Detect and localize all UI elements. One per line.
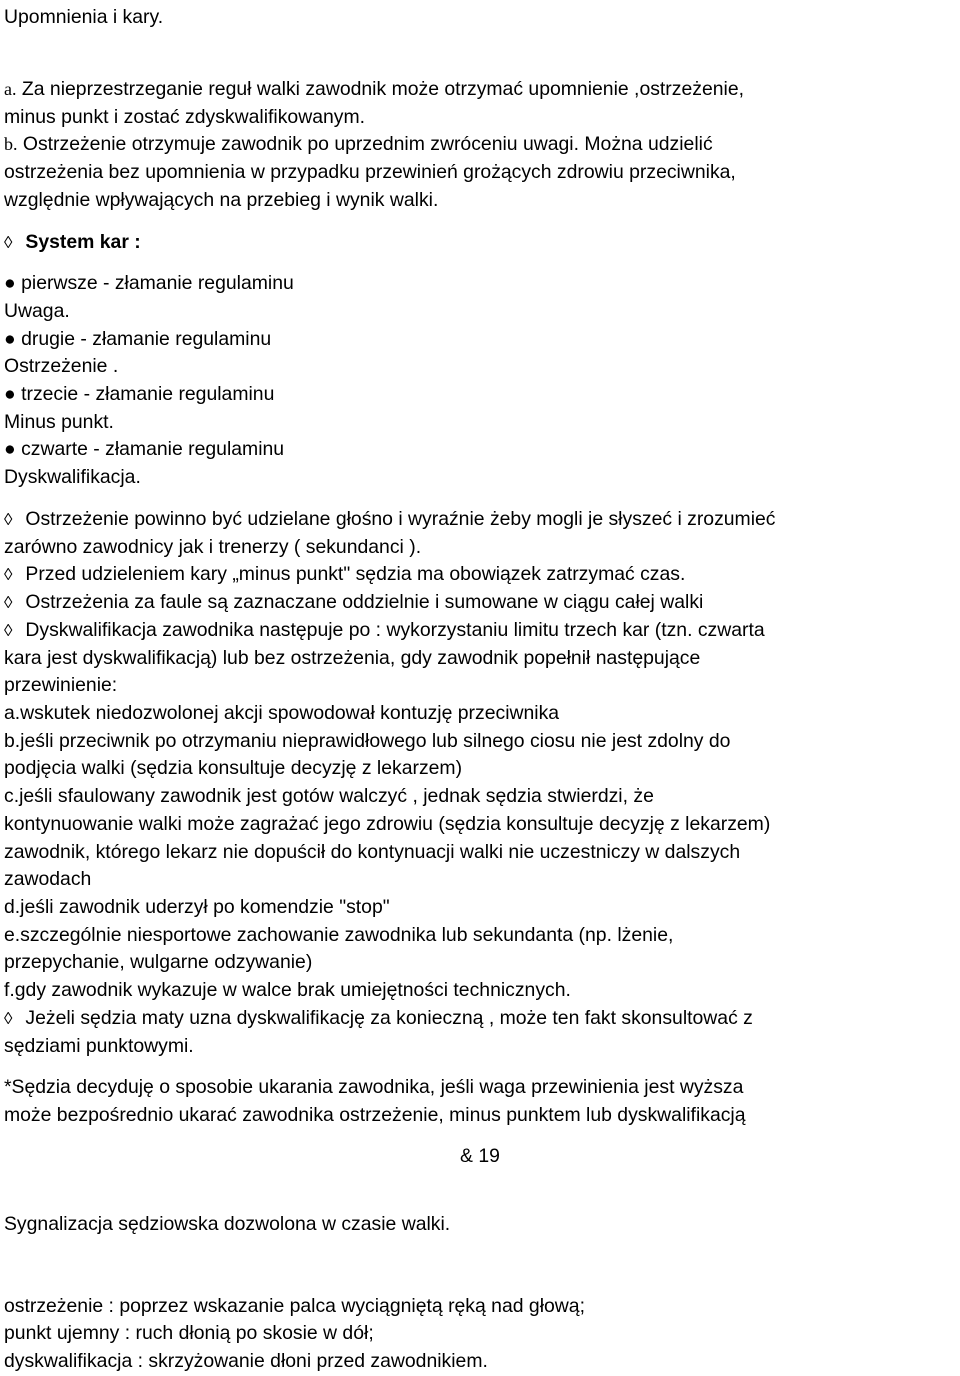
consult-line-1 xyxy=(4,1005,753,1032)
diamond-icon: ◊ xyxy=(4,510,13,529)
star-note-line-2: może bezpośrednio ukarać zawodnika ostrzeżenie, minus punktem lub dyskwalifikacją xyxy=(4,1104,746,1126)
diamond-icon: ◊ xyxy=(4,1009,13,1028)
system-item-2-bullet xyxy=(4,326,271,352)
system-item-4-bullet xyxy=(4,436,284,462)
bullet-icon: ● xyxy=(4,438,16,460)
offense-c-line-4: zawodach xyxy=(4,868,92,890)
system-item-1-result: Uwaga. xyxy=(4,300,70,322)
rule-a-line-1 xyxy=(4,76,744,102)
rule-a-line-2: minus punkt i zostać zdyskwalifikowanym. xyxy=(4,106,366,128)
offense-c-line-3: zawodnik, którego lekarz nie dopuścił do kontynuacji walki nie uczestniczy w dalszych xyxy=(4,841,741,863)
note-4-line-1 xyxy=(4,617,765,644)
rule-b-marker: b. xyxy=(4,134,18,154)
offense-c-line-2: kontynuowanie walki może zagrażać jego zdrowiu (sędzia konsultuje decyzję z lekarzem) xyxy=(4,813,771,835)
consult-text: Jeżeli sędzia maty uzna dyskwalifikację za konieczną , może ten fakt skonsultować z xyxy=(25,1007,753,1029)
diamond-icon: ◊ xyxy=(4,593,13,612)
offense-e-line-2: przepychanie, wulgarne odzywanie) xyxy=(4,951,313,973)
system-heading-text: System kar : xyxy=(25,231,141,253)
system-item-3-result: Minus punkt. xyxy=(4,411,114,433)
signal-minus-point: punkt ujemny : ruch dłonią po skosie w dół; xyxy=(4,1322,374,1344)
note-2 xyxy=(4,561,685,588)
bullet-icon: ● xyxy=(4,272,16,294)
document-title: Upomnienia i kary. xyxy=(4,6,164,28)
diamond-icon: ◊ xyxy=(4,621,13,640)
rule-a-text: Za nieprzestrzeganie reguł walki zawodnik może otrzymać upomnienie ,ostrzeżenie, xyxy=(16,78,744,100)
signal-warning: ostrzeżenie : poprzez wskazanie palca wyciągniętą ręką nad głową; xyxy=(4,1295,585,1317)
system-item-4-text: czwarte - złamanie regulaminu xyxy=(21,438,285,460)
offense-a: a.wskutek niedozwolonej akcji spowodował kontuzję przeciwnika xyxy=(4,702,560,724)
system-item-2-result: Ostrzeżenie . xyxy=(4,355,119,377)
rule-b-line-1 xyxy=(4,131,713,157)
note-1-line-1 xyxy=(4,506,776,533)
star-note-line-1: *Sędzia decyduję o sposobie ukarania zawodnika, jeśli waga przewinienia jest wyższa xyxy=(4,1076,744,1098)
diamond-icon: ◊ xyxy=(4,233,13,252)
system-item-1-text: pierwsze - złamanie regulaminu xyxy=(21,272,294,294)
note-4-line-2: kara jest dyskwalifikacją) lub bez ostrzeżenia, gdy zawodnik popełnił następujące xyxy=(4,647,701,669)
system-heading xyxy=(4,229,141,256)
rule-b-line-3: względnie wpływających na przebieg i wynik walki. xyxy=(4,189,439,211)
note-3-text: Ostrzeżenia za faule są zaznaczane oddzielnie i sumowane w ciągu całej walki xyxy=(25,591,704,613)
offense-d: d.jeśli zawodnik uderzył po komendzie "stop" xyxy=(4,896,390,918)
system-item-3-text: trzecie - złamanie regulaminu xyxy=(21,383,275,405)
note-2-text: Przed udzieleniem kary „minus punkt" sędzia ma obowiązek zatrzymać czas. xyxy=(25,563,686,585)
system-item-4-result: Dyskwalifikacja. xyxy=(4,466,141,488)
offense-f: f.gdy zawodnik wykazuje w walce brak umiejętności technicznych. xyxy=(4,979,571,1001)
offense-e-line-1: e.szczególnie niesportowe zachowanie zawodnika lub sekundanta (np. lżenie, xyxy=(4,924,674,946)
bullet-icon: ● xyxy=(4,383,16,405)
note-4-line-3: przewinienie: xyxy=(4,674,118,696)
offense-b-line-2: podjęcia walki (sędzia konsultuje decyzję z lekarzem) xyxy=(4,757,463,779)
bullet-icon: ● xyxy=(4,328,16,350)
system-item-1-bullet xyxy=(4,270,294,296)
rule-b-text: Ostrzeżenie otrzymuje zawodnik po uprzednim zwróceniu uwagi. Można udzielić xyxy=(17,133,713,155)
system-item-2-text: drugie - złamanie regulaminu xyxy=(21,328,272,350)
signal-disqualification: dyskwalifikacja : skrzyżowanie dłoni przed zawodnikiem. xyxy=(4,1350,488,1372)
offense-b-line-1: b.jeśli przeciwnik po otrzymaniu nieprawidłowego lub silnego ciosu nie jest zdolny do xyxy=(4,730,731,752)
note-3 xyxy=(4,589,703,616)
note-1-line-2: zarówno zawodnicy jak i trenerzy ( sekundanci ). xyxy=(4,536,422,558)
consult-line-2: sędziami punktowymi. xyxy=(4,1035,194,1057)
rule-a-marker: a. xyxy=(4,79,17,99)
system-item-3-bullet xyxy=(4,381,274,407)
diamond-icon: ◊ xyxy=(4,565,13,584)
rule-b-line-2: ostrzeżenia bez upomnienia w przypadku przewinień grożących zdrowiu przeciwnika, xyxy=(4,161,736,183)
offense-c-line-1: c.jeśli sfaulowany zawodnik jest gotów walczyć , jednak sędzia stwierdzi, że xyxy=(4,785,654,807)
signals-heading: Sygnalizacja sędziowska dozwolona w czasie walki. xyxy=(4,1213,451,1235)
note-1-text: Ostrzeżenie powinno być udzielane głośno i wyraźnie żeby mogli je słyszeć i zrozumieć xyxy=(25,508,776,530)
note-4-text: Dyskwalifikacja zawodnika następuje po : wykorzystaniu limitu trzech kar (tzn. czwarta xyxy=(25,619,765,641)
section-number: & 19 xyxy=(460,1145,500,1167)
